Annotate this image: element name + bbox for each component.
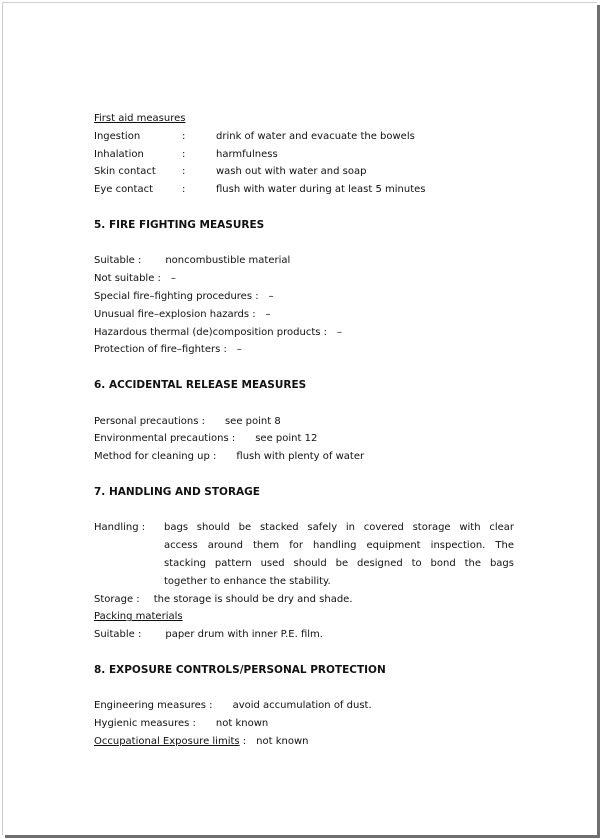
accidental-label: Environmental precautions : [94, 433, 236, 445]
storage-row [94, 591, 514, 609]
first-aid-row [94, 146, 514, 164]
handling-line: stacking pattern used should be designed to bond the bags [164, 557, 514, 569]
fire-value: noncombustible material [165, 255, 291, 267]
handling-line: bags should be stacked safely in covered storage with clear [164, 522, 514, 534]
packing-row [94, 626, 514, 644]
packing-value: paper drum with inner P.E. film. [165, 629, 323, 641]
handling-text [94, 519, 514, 590]
first-aid-row [94, 181, 514, 199]
first-aid-label: Eye contact [94, 184, 153, 196]
first-aid-label: Inhalation [94, 148, 144, 160]
fire-label: Unusual fire–explosion hazards : [94, 308, 256, 320]
accidental-value: see point 12 [255, 433, 318, 445]
exposure-value: avoid accumulation of dust. [232, 700, 372, 712]
colon: : [182, 130, 186, 142]
accidental-row [94, 413, 514, 431]
exposure-limits-row [94, 733, 514, 751]
section-heading-fire: 5. FIRE FIGHTING MEASURES [94, 218, 265, 231]
packing-materials-title: Packing materials [94, 611, 183, 623]
fire-row [94, 288, 514, 306]
first-aid-value: drink of water and evacuate the bowels [216, 130, 415, 142]
document-page [2, 2, 597, 835]
first-aid-label: Skin contact [94, 166, 156, 178]
fire-value: – [170, 273, 176, 285]
packing-label: Suitable : [94, 629, 142, 641]
colon: : [182, 166, 186, 178]
accidental-row [94, 448, 514, 466]
exposure-limits-value: not known [256, 735, 309, 747]
exposure-label: Hygienic measures : [94, 718, 196, 730]
colon: : [239, 735, 247, 747]
section-heading-handling: 7. HANDLING AND STORAGE [94, 485, 260, 498]
accidental-label: Method for cleaning up : [94, 451, 217, 463]
fire-label: Hazardous thermal (de)composition products : [94, 326, 327, 338]
first-aid-value: flush with water during at least 5 minutes [216, 184, 426, 196]
handling-label: Handling : [94, 522, 146, 534]
first-aid-label: Ingestion [94, 130, 141, 142]
handling-line: together to enhance the stability. [164, 575, 331, 587]
fire-label: Not suitable : [94, 273, 161, 285]
exposure-limits-label: Occupational Exposure limits [94, 735, 240, 747]
fire-value: – [236, 344, 242, 356]
first-aid-title: First aid measures [94, 113, 186, 124]
fire-row [94, 341, 514, 359]
colon: : [182, 184, 186, 196]
exposure-value: not known [215, 718, 269, 730]
first-aid-list [94, 128, 514, 199]
document-content [94, 110, 514, 751]
fire-value: – [337, 326, 342, 338]
exposure-row [94, 715, 514, 733]
fire-row [94, 252, 514, 270]
first-aid-row [94, 128, 514, 146]
handling-line: access around them for handling equipment inspection. The [164, 540, 514, 552]
fire-row [94, 306, 514, 324]
exposure-row [94, 697, 514, 715]
accidental-label: Personal precautions : [94, 415, 205, 427]
fire-label: Suitable : [94, 255, 142, 267]
accidental-row [94, 430, 514, 448]
fire-label: Protection of fire–fighters : [94, 344, 227, 356]
fire-value: – [268, 290, 274, 302]
first-aid-row [94, 163, 514, 181]
colon: : [182, 148, 186, 160]
fire-row [94, 324, 514, 342]
fire-value: – [265, 308, 271, 320]
fire-label: Special fire–fighting procedures : [94, 290, 259, 302]
fire-row [94, 270, 514, 288]
accidental-value: see point 8 [224, 415, 281, 427]
storage-value: the storage is should be dry and shade. [153, 593, 353, 605]
section-heading-exposure: 8. EXPOSURE CONTROLS/PERSONAL PROTECTION [94, 663, 386, 676]
section-heading-accidental: 6. ACCIDENTAL RELEASE MEASURES [94, 378, 307, 391]
exposure-label: Engineering measures : [94, 700, 213, 712]
handling-block [94, 519, 514, 590]
first-aid-value: harmfulness [216, 148, 278, 160]
storage-label: Storage : [94, 593, 140, 605]
first-aid-value: wash out with water and soap [216, 166, 367, 178]
accidental-value: flush with plenty of water [236, 451, 365, 463]
